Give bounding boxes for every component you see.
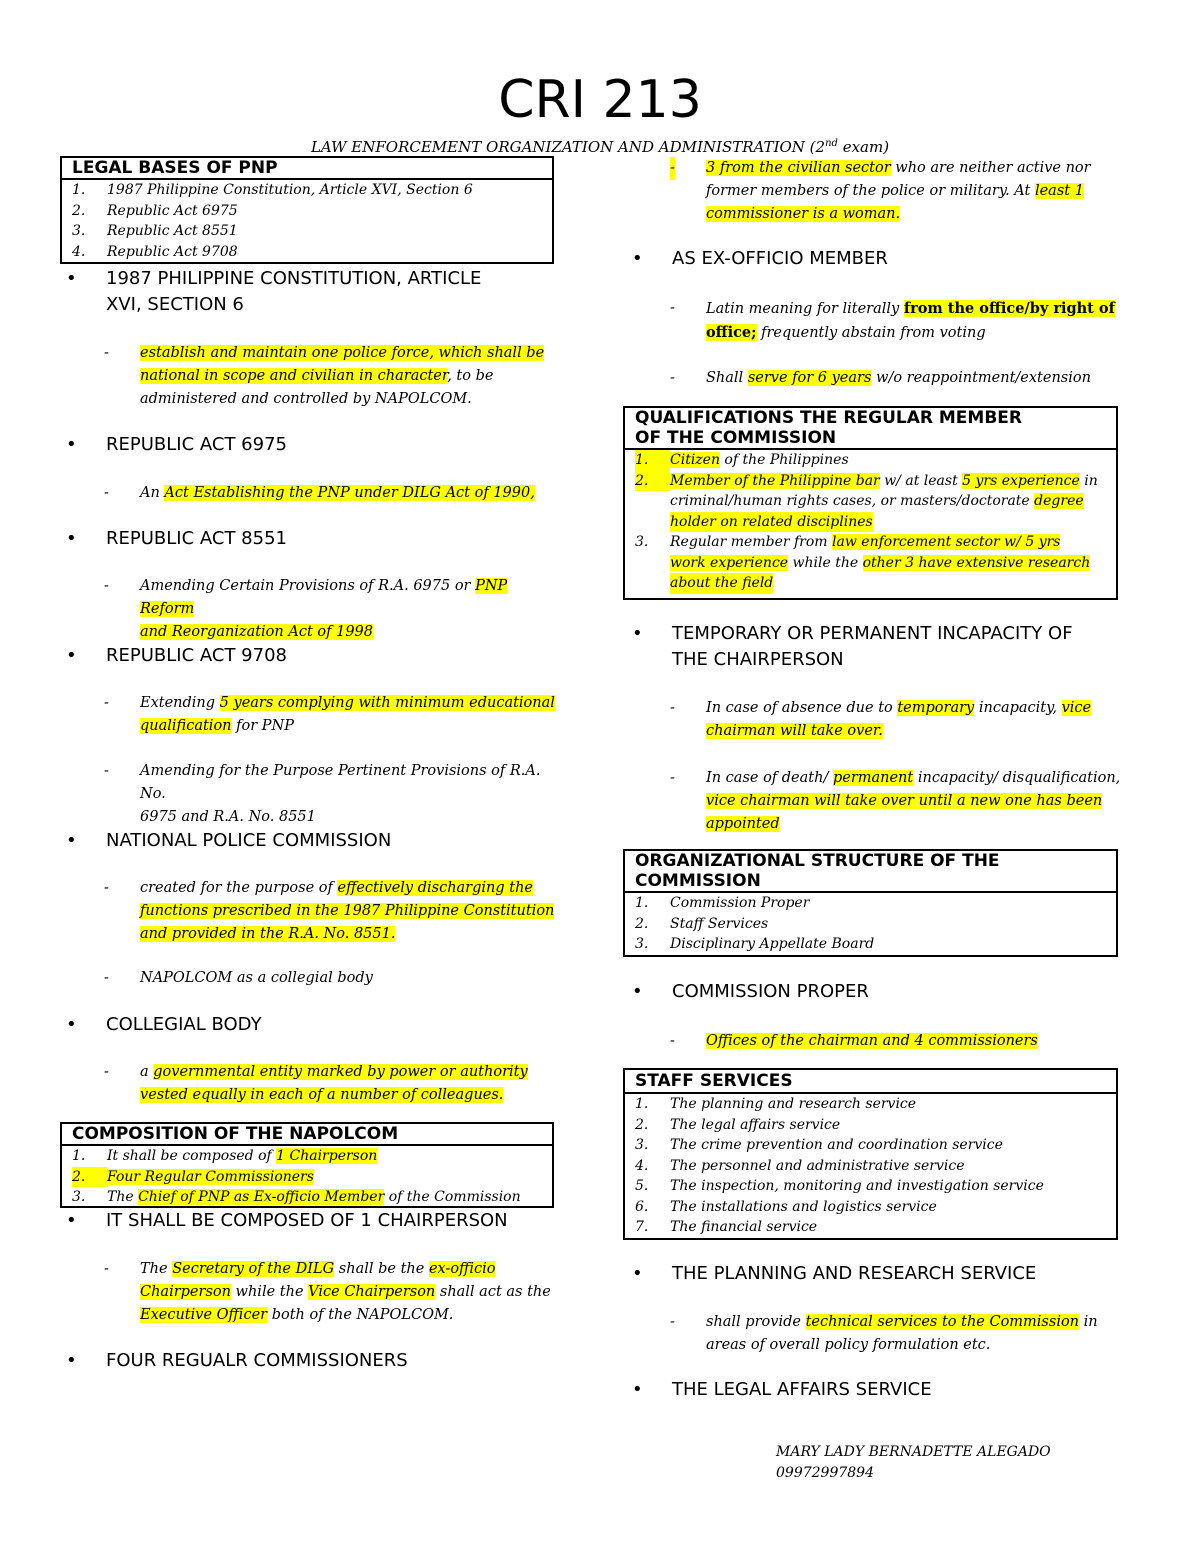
org-structure-list — [625, 893, 1116, 955]
bullet-planning-research: • THE PLANNING AND RESEARCH SERVICE — [632, 1261, 1152, 1287]
staff-services-box — [623, 1068, 1118, 1240]
bullet-collegial-body: • COLLEGIAL BODY — [66, 1012, 566, 1038]
bullet-constitution: • 1987 PHILIPPINE CONSTITUTION, ARTICLE XVI, SECTION 6 — [66, 268, 482, 315]
list-item: 4. Republic Act 9708 — [72, 243, 238, 260]
bullet-icon: • — [66, 1014, 77, 1035]
composition-box — [60, 1122, 554, 1208]
qualifications-list: 1. Citizen of the Philippines 2. Member of the Philippine bar w/ at least 5 yrs experience in criminal/human rights cases, or masters/doctorate degree holder on related disciplines 3. Regular member from law enforcement sector w/ 5 yrs work experience while the other 3 have extensive research about the field — [625, 450, 1116, 594]
staff-services-heading: STAFF SERVICES — [625, 1070, 1116, 1094]
bullet-icon: • — [632, 1379, 643, 1400]
list-item: 1. It shall be composed of 1 Chairperson — [72, 1148, 378, 1164]
sub-ra8551: - Amending Certain Provisions of R.A. 6975 or PNP Reform and Reorganization Act of 1998 — [104, 578, 508, 640]
bullet-ex-officio: • AS EX-OFFICIO MEMBER — [632, 246, 1152, 272]
list-item: 2. Staff Services — [635, 915, 769, 932]
sub-composed: - The Secretary of the DILG shall be the ex-officio Chairperson while the Vice Chairperson shall act as the Executive Officer both of the NAPOLCOM. — [104, 1261, 551, 1323]
list-item: 2. Four Regular Commissioners — [72, 1167, 542, 1188]
list-item: 3. Regular member from law enforcement sector w/ 5 yrs — [635, 534, 1061, 550]
list-item: 3. The Chief of PNP as Ex-officio Member of the Commission — [72, 1189, 521, 1205]
list-item: 1. The planning and research service — [635, 1096, 917, 1112]
sub-constitution: - establish and maintain one police force, which shall be national in scope and civilian in character, to be administered and controlled by NAPOLCOM. — [104, 345, 545, 407]
bullet-icon: • — [66, 1210, 77, 1231]
bullet-four-commissioners: • FOUR REGUALR COMMISSIONERS — [66, 1348, 566, 1374]
list-item: 2. The legal affairs service — [635, 1116, 841, 1133]
sub-incapacity-temporary: - In case of absence due to temporary incapacity, vice chairman will take over. — [670, 700, 1092, 739]
bullet-icon: • — [66, 645, 77, 666]
sub-napolcom-collegial: - NAPOLCOM as a collegial body — [104, 970, 373, 986]
document-subtitle: LAW ENFORCEMENT ORGANIZATION AND ADMINISTRATION (2nd exam) — [310, 138, 890, 156]
bullet-icon: • — [632, 248, 643, 269]
bullet-incapacity: • TEMPORARY OR PERMANENT INCAPACITY OF THE CHAIRPERSON — [632, 623, 1073, 670]
bullet-icon: • — [66, 434, 77, 455]
sub-civilian-sector: - 3 from the civilian sector who are neither active nor former members of the police or military. At least 1 commissioner is a woman. — [670, 157, 1140, 227]
qualifications-box — [623, 406, 1118, 600]
org-structure-box — [623, 849, 1118, 957]
list-item: 1. 1987 Philippine Constitution, Article XVI, Section 6 — [72, 182, 473, 198]
list-item: 1. Citizen of the Philippines — [635, 450, 1106, 471]
legal-bases-list — [62, 180, 552, 262]
composition-list — [62, 1146, 552, 1208]
legal-bases-heading: LEGAL BASES OF PNP — [62, 158, 552, 180]
bullet-ra9708: • REPUBLIC ACT 9708 — [66, 643, 566, 669]
sub-ex-officio-term: - Shall serve for 6 years w/o reappointment/extension — [670, 370, 1091, 386]
document-title: CRI 213 — [498, 70, 702, 130]
sub-planning-research: - shall provide technical services to the Commission in areas of overall policy formulation etc. — [670, 1314, 1098, 1353]
bullet-commission-proper: • COMMISSION PROPER — [632, 979, 1152, 1005]
sub-commission-proper: - Offices of the chairman and 4 commissioners — [670, 1033, 1038, 1049]
bullet-ra8551: • REPUBLIC ACT 8551 — [66, 526, 566, 552]
list-item: 6. The installations and logistics service — [635, 1198, 937, 1215]
bullet-icon: • — [66, 830, 77, 851]
list-item: 2. Member of the Philippine bar w/ at least 5 yrs experience in — [635, 471, 1106, 492]
bullet-icon: • — [66, 268, 77, 289]
list-item: 4. The personnel and administrative service — [635, 1157, 965, 1174]
author-footer — [776, 1442, 1156, 1486]
bullet-composed: • IT SHALL BE COMPOSED OF 1 CHAIRPERSON — [66, 1208, 566, 1234]
author-name: MARY LADY BERNADETTE ALEGADO — [776, 1444, 1051, 1460]
list-item: 5. The inspection, monitoring and investigation service — [635, 1178, 1044, 1194]
list-item: 7. The financial service — [635, 1219, 818, 1235]
bullet-icon: • — [66, 1350, 77, 1371]
bullet-icon: • — [66, 528, 77, 549]
sub-incapacity-permanent: - In case of death/ permanent incapacity/ disqualification, vice chairman will take over until a new one has been appointed — [670, 770, 1121, 832]
sub-ra9708-extending: - Extending 5 years complying with minimum educational qualification for PNP — [104, 695, 555, 734]
list-item: 3. The crime prevention and coordination service — [635, 1137, 1003, 1153]
bullet-icon: • — [632, 981, 643, 1002]
sub-collegial-body: - a governmental entity marked by power or authority vested equally in each of a number of colleagues. — [104, 1064, 528, 1103]
list-item: 1. Commission Proper — [635, 895, 810, 911]
bullet-ra6975: • REPUBLIC ACT 6975 — [66, 432, 566, 458]
staff-services-list — [625, 1094, 1116, 1238]
sub-ra9708-amending: - Amending for the Purpose Pertinent Provisions of R.A. No. 6975 and R.A. No. 8551 — [104, 763, 541, 825]
bullet-napolcom: • NATIONAL POLICE COMMISSION — [66, 828, 566, 854]
list-item: 2. Republic Act 6975 — [72, 202, 238, 219]
list-item: 3. Republic Act 8551 — [72, 223, 238, 239]
qualifications-heading: QUALIFICATIONS THE REGULAR MEMBER OF THE COMMISSION — [625, 408, 1116, 450]
sub-ra6975: - An Act Establishing the PNP under DILG Act of 1990, — [104, 485, 535, 501]
author-phone: 09972997894 — [776, 1465, 874, 1481]
composition-heading: COMPOSITION OF THE NAPOLCOM — [62, 1124, 552, 1146]
org-structure-heading: ORGANIZATIONAL STRUCTURE OF THE COMMISSION — [625, 851, 1116, 893]
sub-napolcom-purpose: - created for the purpose of effectively discharging the functions prescribed in the 1987 Philippine Constitution and provided in the R.A. No. 8551. — [104, 880, 555, 942]
sub-ex-officio-latin: - Latin meaning for literally from the office/by right of office; frequently abstain from voting — [670, 300, 1115, 341]
bullet-icon: • — [632, 1263, 643, 1284]
list-item: 3. Disciplinary Appellate Board — [635, 936, 875, 952]
legal-bases-box — [60, 156, 554, 264]
bullet-icon: • — [632, 623, 643, 644]
bullet-legal-affairs: • THE LEGAL AFFAIRS SERVICE — [632, 1377, 1152, 1403]
